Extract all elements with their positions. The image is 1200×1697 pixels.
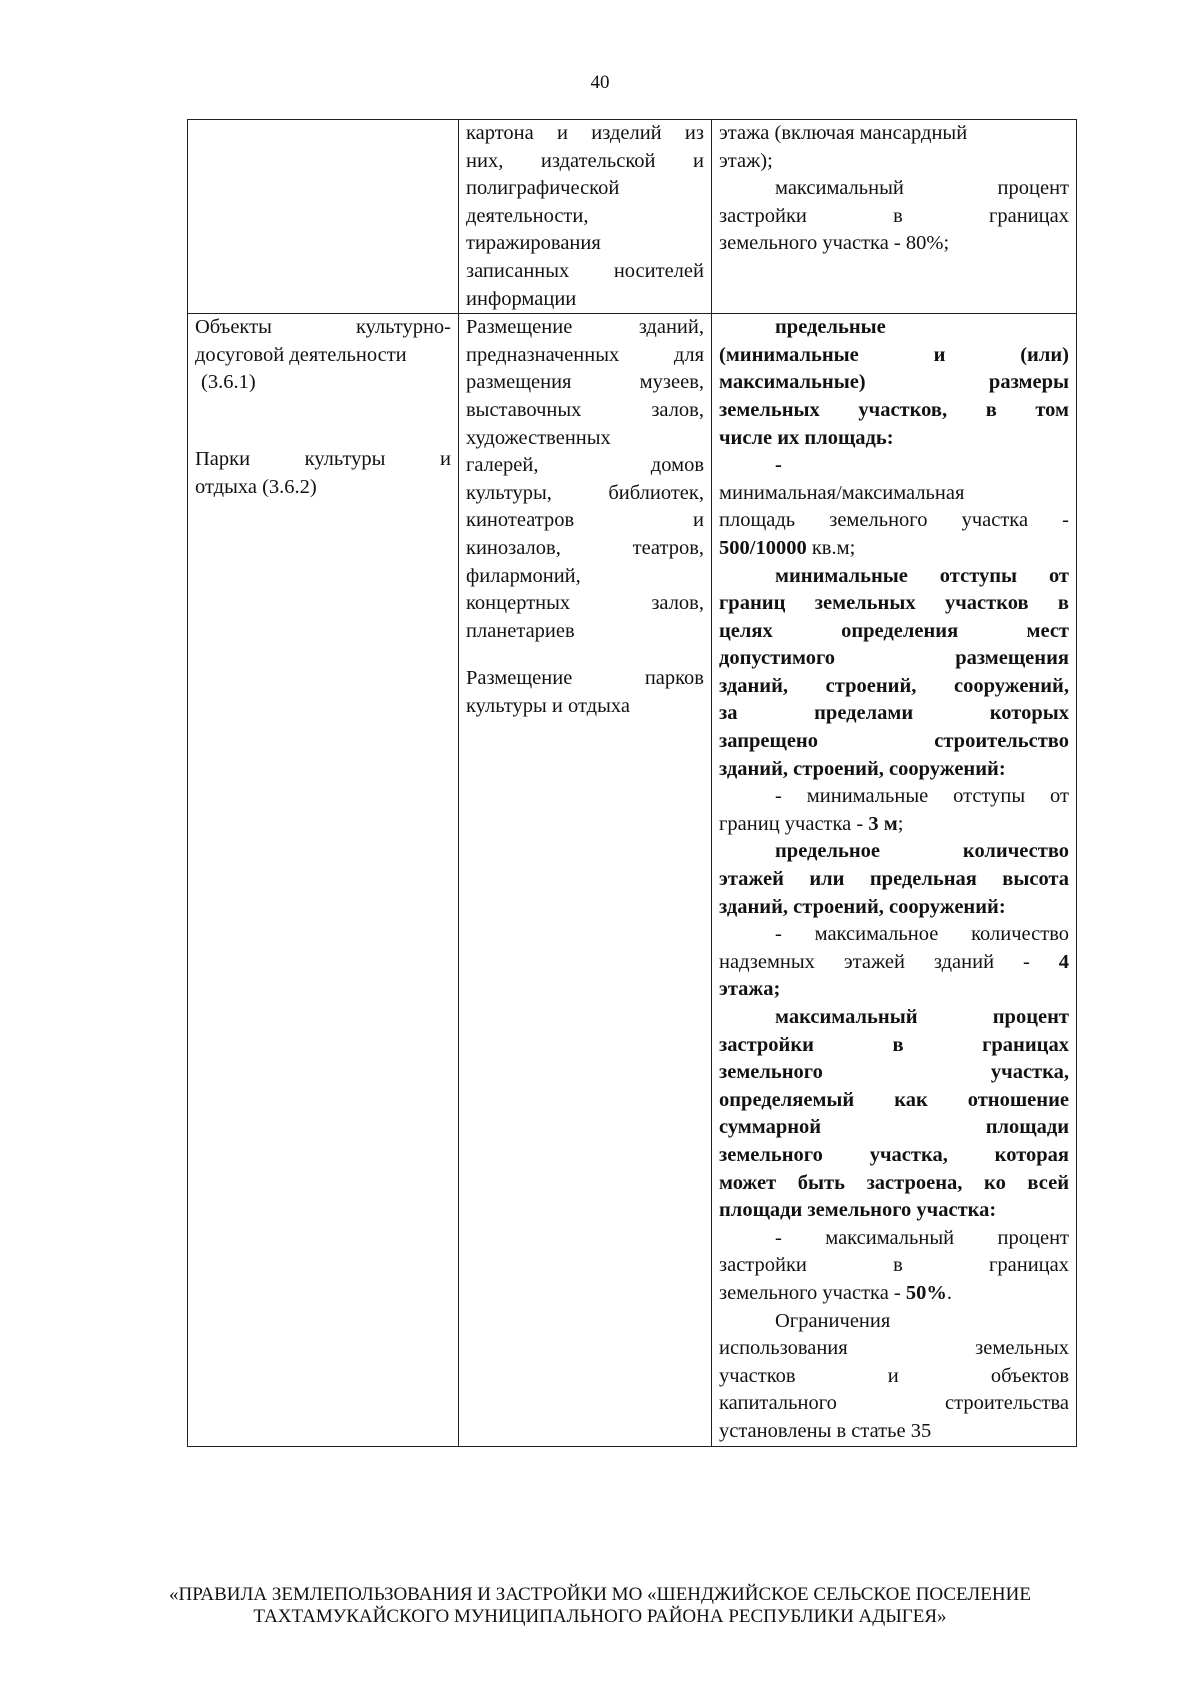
text-line: зданий, строений, сооружений, — [719, 674, 1069, 697]
text-line: земельного участка, — [719, 1061, 1069, 1084]
table-row — [188, 120, 1077, 314]
text-line: земельных участков, в том — [719, 398, 1069, 421]
regulations-table — [187, 119, 1077, 1447]
text-line: зданий, строений, сооружений: — [719, 895, 1006, 918]
text-line: культуры и отдыха — [466, 694, 630, 717]
text-line: этажа; — [719, 978, 781, 1001]
text-line: числе их площадь: — [719, 426, 894, 449]
text-line: площадь земельного участка - — [719, 509, 1069, 532]
text-line: капитального строительства — [719, 1392, 1069, 1415]
row2-col1-cell — [188, 314, 459, 1446]
text-line: земельного участка - 50%. — [719, 1281, 953, 1304]
text-line: концертных залов, — [466, 592, 704, 615]
text-line: этажей или предельная высота — [719, 868, 1069, 891]
text-line: тиражирования — [466, 232, 601, 255]
text-line: них, издательской и — [466, 149, 704, 172]
text-line: зданий, строений, сооружений: — [719, 757, 1006, 780]
footer-line: «ПРАВИЛА ЗЕМЛЕПОЛЬЗОВАНИЯ И ЗАСТРОЙКИ МО «ШЕНДЖИЙСКОЕ СЕЛЬСКОЕ ПОСЕЛЕНИЕ — [169, 1584, 1031, 1605]
text-line: земельного участка - 80%; — [719, 232, 950, 255]
row2-col2-cell — [459, 314, 712, 1446]
text-line: филармоний, — [466, 564, 581, 587]
document-footer — [0, 1584, 1200, 1628]
text-line: кинозалов, театров, — [466, 536, 704, 559]
text-line: отдыха (3.6.2) — [195, 475, 317, 498]
text-line: минимальные отступы от — [775, 564, 1069, 587]
text-line: деятельности, — [466, 204, 589, 227]
row1-col2-cell — [459, 120, 712, 314]
text-line: целях определения мест — [719, 619, 1069, 642]
text-line: выставочных залов, — [466, 398, 704, 421]
page-number: 40 — [590, 72, 610, 93]
text-line: этажа (включая мансардный — [719, 122, 968, 144]
text-line: застройки в границах — [719, 204, 1069, 227]
text-line: границ земельных участков в — [719, 592, 1069, 615]
footer-line: ТАХТАМУКАЙСКОГО МУНИЦИПАЛЬНОГО РАЙОНА РЕСПУБЛИКИ АДЫГЕЯ» — [253, 1606, 947, 1627]
text-line: досуговой деятельности — [195, 343, 407, 366]
text-line: (3.6.1) — [201, 371, 256, 394]
text-line: 500/10000 кв.м; — [719, 536, 856, 559]
text-line: - минимальные отступы от — [775, 785, 1069, 808]
row1-col3-cell — [712, 120, 1077, 314]
text-line: Размещение зданий, — [466, 316, 704, 339]
table-row — [188, 314, 1077, 1446]
text-line: культуры, библиотек, — [466, 481, 704, 504]
text-line: определяемый как отношение — [719, 1088, 1069, 1111]
text-line: - — [775, 454, 782, 477]
text-line: застройки в границах — [719, 1254, 1069, 1277]
text-line: установлены в статье 35 — [719, 1419, 932, 1442]
text-line: Парки культуры и — [195, 447, 451, 470]
text-line: суммарной площади — [719, 1116, 1069, 1139]
text-line: участков и объектов — [719, 1364, 1069, 1387]
text-line: надземных этажей зданий - 4 — [719, 950, 1069, 973]
text-line: размещения музеев, — [466, 371, 704, 394]
row2-col3-cell — [712, 314, 1077, 1446]
text-line: галерей, домов — [466, 454, 704, 477]
text-line: застройки в границах — [719, 1033, 1069, 1056]
text-line: площади земельного участка: — [719, 1199, 997, 1222]
text-line: предельное количество — [775, 840, 1069, 863]
text-line: максимальные) размеры — [719, 371, 1069, 394]
text-line: земельного участка, которая — [719, 1143, 1069, 1166]
text-line: информации — [466, 287, 577, 310]
text-line: художественных — [466, 426, 611, 449]
text-line: максимальный процент — [775, 1006, 1069, 1028]
text-line: за пределами которых — [719, 702, 1069, 725]
text-line: предельные — [775, 316, 886, 339]
row1-col1-cell — [188, 120, 459, 314]
text-line: (минимальные и (или) — [719, 343, 1069, 366]
text-line: - максимальное количество — [775, 923, 1069, 946]
text-line: записанных носителей — [466, 259, 704, 282]
text-line: Объекты культурно- — [195, 316, 451, 339]
text-line: кинотеатров и — [466, 509, 704, 532]
text-line: картона и изделий из — [466, 122, 704, 144]
text-line: допустимого размещения — [719, 647, 1069, 670]
text-line: планетариев — [466, 619, 575, 642]
text-line: может быть застроена, ко всей — [719, 1171, 1069, 1194]
text-line: максимальный процент — [775, 177, 1069, 200]
text-line: использования земельных — [719, 1337, 1069, 1360]
text-line: - максимальный процент — [775, 1226, 1069, 1249]
text-line: границ участка - 3 м; — [719, 812, 904, 835]
text-line: полиграфической — [466, 177, 620, 200]
text-line: Размещение парков — [466, 667, 704, 690]
text-line: минимальная/максимальная — [719, 481, 965, 504]
text-line: запрещено строительство — [719, 730, 1069, 753]
text-line: этаж); — [719, 149, 773, 172]
text-line: Ограничения — [775, 1309, 891, 1332]
text-line: предназначенных для — [466, 343, 704, 366]
